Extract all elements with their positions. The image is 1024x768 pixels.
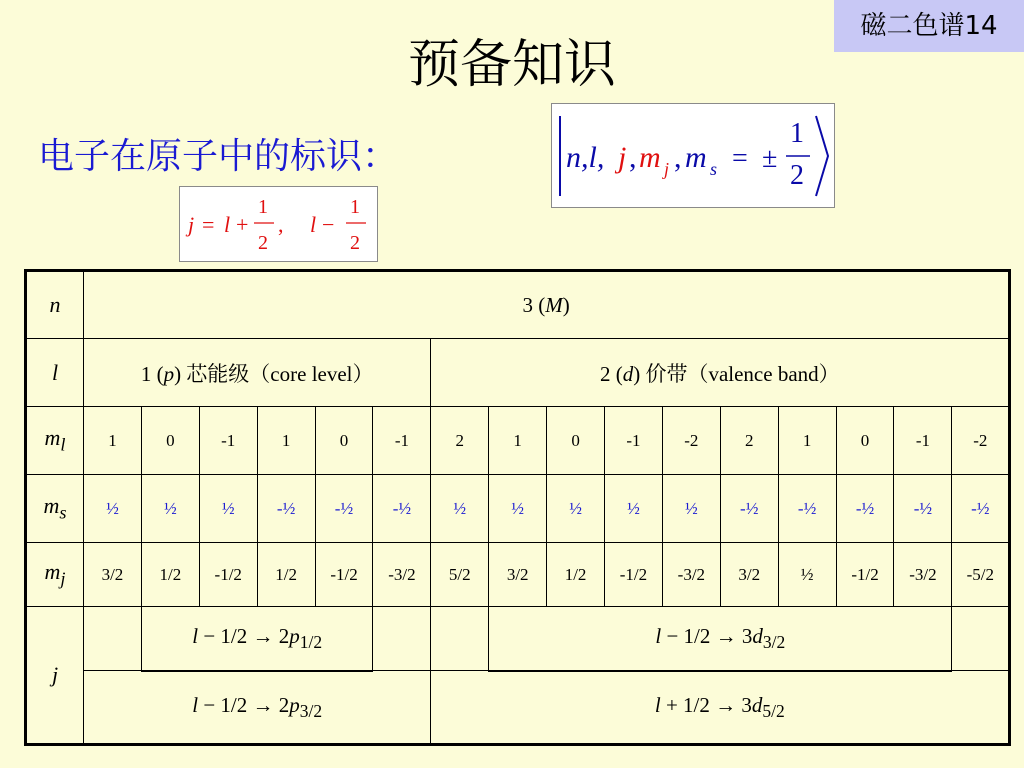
ml-cell: 0: [547, 407, 605, 475]
ml-cell: 1: [489, 407, 547, 475]
svg-text:2: 2: [350, 232, 360, 254]
mj-cell: -3/2: [662, 543, 720, 607]
ms-cell: ½: [489, 475, 547, 543]
mj-cell: 1/2: [547, 543, 605, 607]
ml-cell: 2: [720, 407, 778, 475]
row-label-ml: $m_l$: [26, 407, 84, 475]
j-2p-three-half-cell: $l - 1/2 \to 2p_{3/2}$: [84, 671, 431, 745]
svg-text:=: =: [732, 143, 748, 174]
svg-text:1: 1: [258, 196, 268, 218]
j-3d-five-half-cell: $l + 1/2 \to 3d_{5/2}$: [431, 671, 1010, 745]
svg-text:l: l: [310, 212, 317, 237]
row-label-n: n: [26, 271, 84, 339]
svg-text:l: l: [224, 212, 231, 237]
svg-text:2: 2: [258, 232, 268, 254]
row-label-mj: $m_j$: [26, 543, 84, 607]
mj-cell: -1/2: [836, 543, 894, 607]
ml-cell: 0: [141, 407, 199, 475]
shell-value: 3 (M): [84, 271, 1010, 339]
subtitle: 电子在原子中的标识：: [38, 136, 399, 177]
mj-cell: -1/2: [605, 543, 663, 607]
ms-cell: ½: [547, 475, 605, 543]
ms-cell: -½: [373, 475, 431, 543]
ms-cell: -½: [315, 475, 373, 543]
valence-band-cell: 2 (d) 价带（valence band）: [431, 339, 1010, 407]
svg-text:,: ,: [674, 141, 682, 174]
ms-cell: -½: [952, 475, 1010, 543]
ms-cell: -½: [836, 475, 894, 543]
svg-text:j: j: [664, 159, 670, 179]
ml-cell: -1: [373, 407, 431, 475]
svg-text:s: s: [710, 159, 718, 179]
mj-cell: -3/2: [894, 543, 952, 607]
ml-cell: -2: [662, 407, 720, 475]
svg-text:−: −: [322, 212, 335, 237]
ml-cell: -1: [605, 407, 663, 475]
mj-cell: -1/2: [315, 543, 373, 607]
ml-cell: 0: [836, 407, 894, 475]
row-label-l: l: [26, 339, 84, 407]
svg-text:=: =: [202, 212, 215, 237]
table-row-j-lower: [26, 671, 1010, 745]
ms-cell: -½: [720, 475, 778, 543]
mj-cell: 1/2: [257, 543, 315, 607]
ms-cell: -½: [778, 475, 836, 543]
ml-cell: 2: [431, 407, 489, 475]
mj-cell: -1/2: [199, 543, 257, 607]
svg-text:±: ±: [762, 143, 778, 174]
core-level-cell: 1 (p) 芯能级（core level）: [84, 339, 431, 407]
quantum-state-formula: [551, 103, 835, 208]
svg-text:2: 2: [790, 160, 804, 191]
table-row-ml: [26, 407, 1010, 475]
mj-cell: ½: [778, 543, 836, 607]
ms-cell: ½: [141, 475, 199, 543]
table-row-l: [26, 339, 1010, 407]
mj-cell: -5/2: [952, 543, 1010, 607]
j-3d-three-half-cell: $l - 1/2 \to 3d_{3/2}$: [489, 607, 952, 671]
ml-cell: 0: [315, 407, 373, 475]
j-values-formula: [179, 186, 378, 262]
mj-cell: 3/2: [489, 543, 547, 607]
ms-cell: ½: [84, 475, 142, 543]
mj-cell: -3/2: [373, 543, 431, 607]
ml-cell: -1: [894, 407, 952, 475]
ms-cell: ½: [199, 475, 257, 543]
ms-cell: ½: [431, 475, 489, 543]
ml-cell: -1: [199, 407, 257, 475]
ms-cell: -½: [257, 475, 315, 543]
ml-cell: 1: [778, 407, 836, 475]
ms-cell: ½: [605, 475, 663, 543]
svg-text:1: 1: [350, 196, 360, 218]
mj-cell: 3/2: [84, 543, 142, 607]
ms-cell: -½: [894, 475, 952, 543]
table-row-j-upper: [26, 607, 1010, 671]
svg-text:j: j: [618, 141, 627, 174]
svg-text:,: ,: [629, 141, 637, 174]
table-row-ms: [26, 475, 1010, 543]
ml-cell: -2: [952, 407, 1010, 475]
j-2p-half-cell: $l - 1/2 \to 2p_{1/2}$: [141, 607, 373, 671]
slide-number-tag: 磁二色谱14: [834, 0, 1024, 52]
svg-text:1: 1: [790, 118, 804, 149]
quantum-numbers-table: [24, 269, 1011, 746]
svg-text:m: m: [685, 141, 707, 174]
mj-cell: 1/2: [141, 543, 199, 607]
svg-text:m: m: [639, 141, 661, 174]
table-row-mj: [26, 543, 1010, 607]
mj-cell: 5/2: [431, 543, 489, 607]
table-row-n: [26, 271, 1010, 339]
ms-cell: ½: [662, 475, 720, 543]
mj-cell: 3/2: [720, 543, 778, 607]
svg-text:j: j: [188, 212, 195, 237]
row-label-j: j: [26, 607, 84, 745]
page-title: 预备知识: [407, 35, 616, 95]
svg-text:n,l,: n,l,: [566, 141, 605, 174]
row-label-ms: $m_s$: [26, 475, 84, 543]
svg-text:+: +: [236, 212, 249, 237]
ml-cell: 1: [84, 407, 142, 475]
ml-cell: 1: [257, 407, 315, 475]
svg-text:,: ,: [278, 212, 284, 237]
